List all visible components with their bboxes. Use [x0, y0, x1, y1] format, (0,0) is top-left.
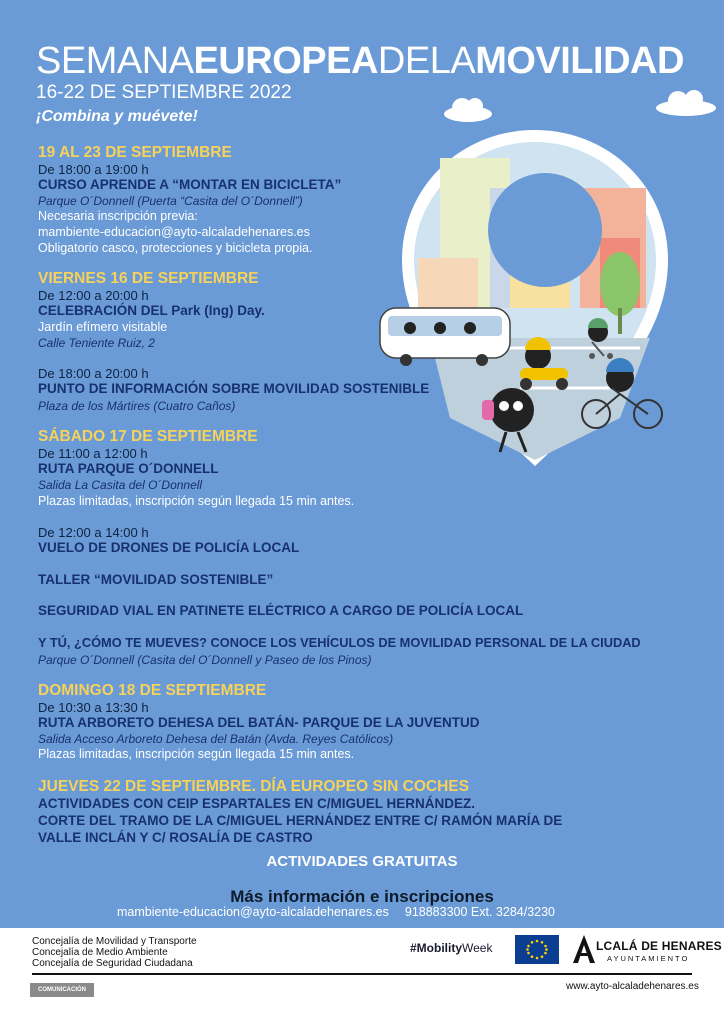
- website-link[interactable]: www.ayto-alcaladehenares.es: [566, 981, 699, 992]
- event-title: VUELO DE DRONES DE POLICÍA LOCAL: [38, 540, 300, 555]
- day-heading: DOMINGO 18 DE SEPTIEMBRE: [38, 682, 267, 699]
- contact-phone: 918883300 Ext. 3284/3230: [404, 905, 556, 919]
- department-name: Concejalía de Movilidad y Transporte: [32, 936, 197, 947]
- cloud-icon: [444, 98, 492, 122]
- event-note: Necesaria inscripción previa:: [38, 209, 198, 223]
- contact-line: [117, 905, 555, 919]
- event-title: RUTA ARBORETO DEHESA DEL BATÁN- PARQUE DE LA JUVENTUD: [38, 715, 480, 730]
- department-name: Concejalía de Medio Ambiente: [32, 947, 168, 958]
- cloud-icon: [656, 90, 716, 116]
- title-word-semana: SEMANA: [36, 40, 194, 82]
- event-email: mambiente-educacion@ayto-alcaladehenares.es: [38, 225, 310, 239]
- more-info-heading: Más información e inscripciones: [230, 887, 494, 906]
- day-heading: 19 AL 23 DE SEPTIEMBRE: [38, 144, 232, 161]
- event-title: Y TÚ, ¿CÓMO TE MUEVES? CONOCE LOS VEHÍCULOS DE MOVILIDAD PERSONAL DE LA CIUDAD: [38, 635, 641, 650]
- bus-icon: [380, 308, 510, 366]
- day-heading: JUEVES 22 DE SEPTIEMBRE. DÍA EUROPEO SIN COCHES: [38, 778, 469, 795]
- event-note: Jardín efímero visitable: [38, 320, 168, 334]
- event-time: De 18:00 a 20:00 h: [38, 366, 149, 381]
- title-word-movilidad: MOVILIDAD: [475, 40, 684, 82]
- location-pin-icon: [402, 130, 668, 466]
- hashtag-bold: #Mobility: [410, 941, 463, 955]
- event-time: De 10:30 a 13:30 h: [38, 700, 149, 715]
- contact-email[interactable]: mambiente-educacion@ayto-alcaladehenares.es: [117, 905, 389, 919]
- date-range: 16-22 DE SEPTIEMBRE 2022: [36, 82, 292, 103]
- event-time: De 12:00 a 20:00 h: [38, 288, 149, 303]
- footer-divider: [32, 973, 692, 975]
- event-note: Plazas limitadas, inscripción según llegada 15 min antes.: [38, 494, 355, 508]
- city-logo-subtitle: AYUNTAMIENTO: [607, 954, 690, 963]
- department-name: Concejalía de Seguridad Ciudadana: [32, 958, 193, 969]
- day-heading: VIERNES 16 DE SEPTIEMBRE: [38, 270, 259, 287]
- slogan: ¡Combina y muévete!: [36, 108, 198, 125]
- event-location: Salida La Casita del O´Donnell: [38, 478, 203, 492]
- free-activities-banner: ACTIVIDADES GRATUITAS: [266, 853, 458, 870]
- city-logo-text: LCALÁ DE HENARES: [596, 939, 722, 953]
- event-title: ACTIVIDADES CON CEIP ESPARTALES EN C/MIGUEL HERNÁNDEZ.: [38, 796, 476, 811]
- event-location: Parque O´Donnell (Puerta “Casita del O´Donnell”): [38, 194, 303, 208]
- day-heading: SÁBADO 17 DE SEPTIEMBRE: [38, 428, 258, 445]
- poster-title: [36, 40, 684, 83]
- event-note: Obligatorio casco, protecciones y bicicleta propia.: [38, 241, 313, 255]
- event-title: PUNTO DE INFORMACIÓN SOBRE MOVILIDAD SOSTENIBLE: [38, 381, 430, 396]
- event-title: RUTA PARQUE O´DONNELL: [38, 461, 219, 476]
- event-note: Plazas limitadas, inscripción según llegada 15 min antes.: [38, 747, 355, 761]
- event-title: TALLER “MOVILIDAD SOSTENIBLE”: [38, 572, 274, 587]
- event-time: De 12:00 a 14:00 h: [38, 525, 149, 540]
- eu-flag-icon: [515, 935, 559, 964]
- event-time: De 11:00 a 12:00 h: [38, 446, 148, 461]
- event-title: CORTE DEL TRAMO DE LA C/MIGUEL HERNÁNDEZ ENTRE C/ RAMÓN MARÍA DE: [38, 813, 563, 828]
- event-title: VALLE INCLÁN Y C/ ROSALÍA DE CASTRO: [38, 830, 313, 845]
- event-location: Plaza de los Mártires (Cuatro Caños): [38, 399, 236, 413]
- mobility-week-hashtag: [410, 941, 492, 955]
- event-title: CELEBRACIÓN DEL Park (Ing) Day.: [38, 303, 265, 318]
- event-location: Salida Acceso Arboreto Dehesa del Batán (Avda. Reyes Católicos): [38, 732, 394, 746]
- event-location: Parque O´Donnell (Casita del O´Donnell y Paseo de los Pinos): [38, 653, 372, 667]
- event-title: SEGURIDAD VIAL EN PATINETE ELÉCTRICO A CARGO DE POLICÍA LOCAL: [38, 603, 524, 618]
- title-word-dela: DELA: [377, 40, 476, 82]
- event-time: De 18:00 a 19:00 h: [38, 162, 149, 177]
- communication-badge: COMUNICACIÓN: [30, 983, 94, 997]
- event-location: Calle Teniente Ruiz, 2: [38, 336, 155, 350]
- hashtag-rest: Week: [462, 941, 493, 955]
- event-title: CURSO APRENDE A “MONTAR EN BICICLETA”: [38, 177, 342, 192]
- alcala-logo-icon: [571, 933, 597, 965]
- title-word-europea: EUROPEA: [193, 40, 378, 82]
- mobility-illustration: [370, 88, 724, 488]
